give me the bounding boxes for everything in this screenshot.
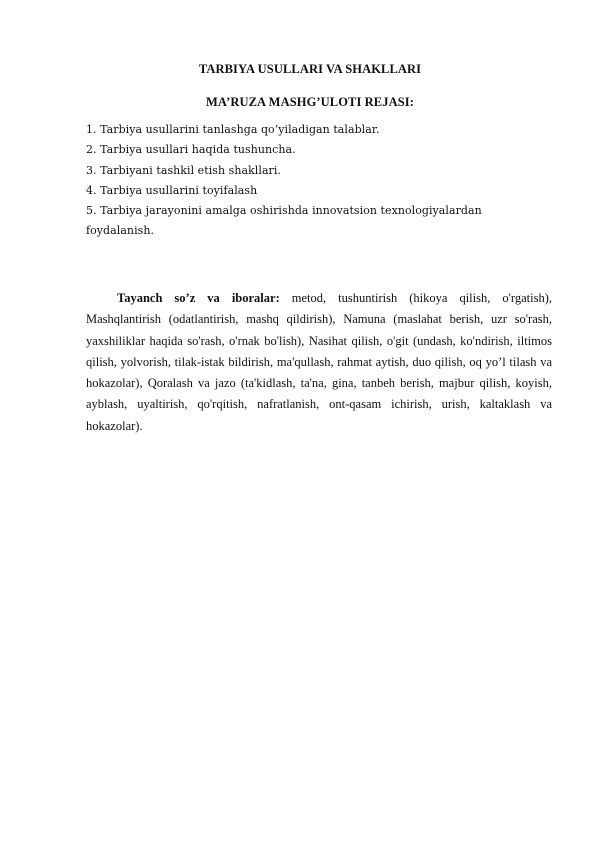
key-terms-paragraph [86, 288, 552, 437]
plan-item: 1. Tarbiya usullarini tanlashga qo’yiladigan talablar. [86, 123, 380, 136]
plan-item-continuation: foydalanish. [86, 224, 155, 238]
key-terms-text: metod, tushuntirish (hikoya qilish, o'rgatish), Mashqlantirish (odatlantirish, mashq qildirish), Namuna (maslahat berish, uzr so'rash, yaxshiliklar haqida so'rash, o'rnak bo'lish), Nasihat qilish, o'git (undash, ko'ndirish, iltimos qilish, yolvorish, tilak-istak bildirish, ma'qullash, rahmat aytish, duo qilish, oq yo’l tilash va hokazolar), Qoralash va jazo (ta'kidlash, ta'na, gina, tanbeh berish, majbur qilish, koyish, ayblash, uyaltirish, qo'rqitish, nafratlanish, ont-qasam ichirish, urish, kaltaklash va hokazolar). [86, 291, 552, 433]
plan-item: 4. Tarbiya usullarini toyifalash [86, 183, 258, 197]
document-title: TARBIYA USULLARI VA SHAKLLARI [198, 62, 422, 76]
lecture-plan-heading: MA’RUZA MASHG’ULOTI REJASI: [205, 95, 415, 109]
plan-item: 3. Tarbiyani tashkil etish shakllari. [86, 163, 281, 177]
plan-item: 2. Tarbiya usullari haqida tushuncha. [86, 143, 296, 157]
key-terms-label: Tayanch so’z va iboralar: [117, 291, 280, 305]
lecture-plan-list [86, 120, 526, 242]
plan-item: 5. Tarbiya jarayonini amalga oshirishda innovatsion texnologiyalardan [86, 204, 482, 218]
